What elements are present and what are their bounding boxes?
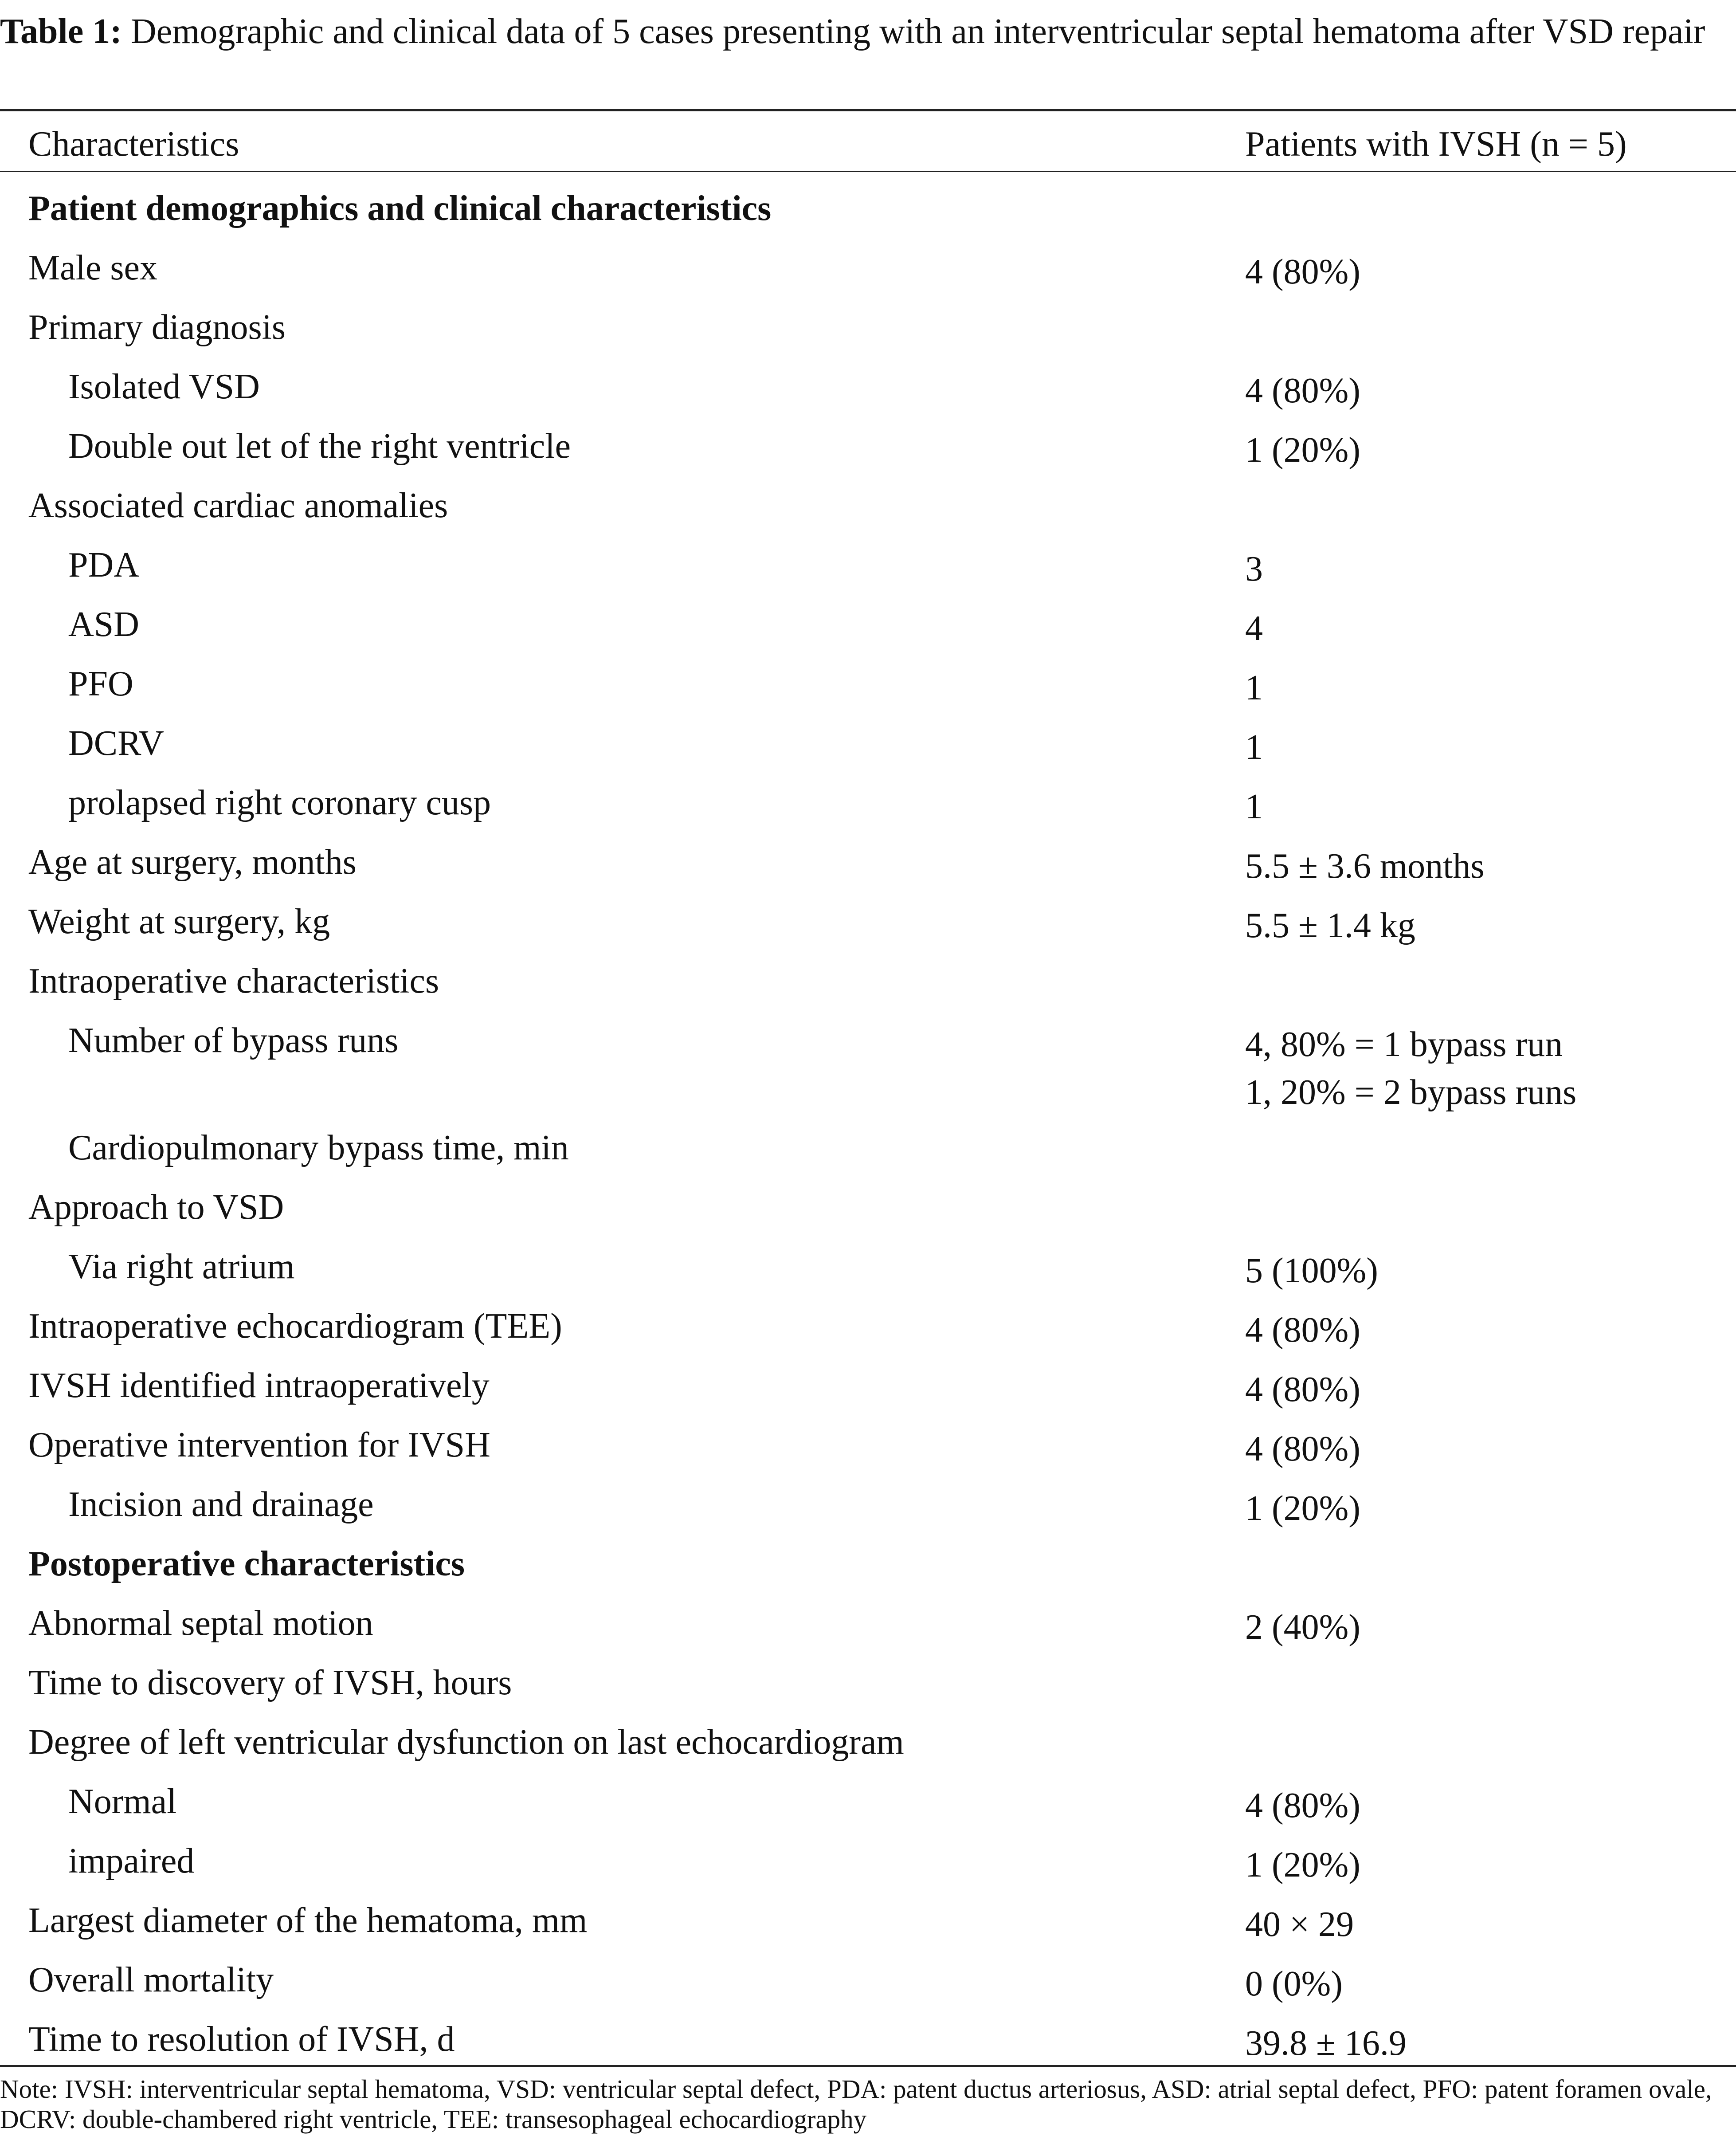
table-row xyxy=(0,1593,1736,1652)
row-label: Primary diagnosis xyxy=(28,308,286,347)
section-row xyxy=(0,178,1736,237)
row-label: Intraoperative echocardiogram (TEE) xyxy=(28,1307,562,1346)
row-value: 1 (20%) xyxy=(1245,1845,1360,1885)
table-row xyxy=(0,1010,1736,1117)
table-row xyxy=(0,1414,1736,1474)
row-value: 40 × 29 xyxy=(1245,1905,1354,1944)
row-value: 1 xyxy=(1245,728,1263,767)
table-row xyxy=(0,713,1736,772)
row-label: Abnormal septal motion xyxy=(28,1604,373,1643)
row-label: Double out let of the right ventricle xyxy=(68,427,571,466)
table-note: Note: IVSH: interventricular septal hematoma, VSD: ventricular septal defect, PDA: patent ductus arteriosus, ASD: atrial septal defect, PFO: patent foramen ovale, DCRV: double-chambered right ventricle, TEE: transesophageal echocardiography xyxy=(0,2074,1712,2134)
caption-label: Table 1: xyxy=(0,12,122,51)
row-label: Age at surgery, months xyxy=(28,843,357,882)
caption-text: Demographic and clinical data of 5 cases presenting with an interventricular septal hematoma after VSD repair xyxy=(121,12,1705,51)
row-label: Largest diameter of the hematoma, mm xyxy=(28,1901,588,1940)
row-value: 5.5 ± 1.4 kg xyxy=(1245,906,1415,945)
row-label: Number of bypass runs xyxy=(68,1021,399,1060)
row-value: 0 (0%) xyxy=(1245,1964,1343,2003)
row-value: 4 (80%) xyxy=(1245,1429,1360,1468)
row-value: 4, 80% = 1 bypass run 1, 20% = 2 bypass runs xyxy=(1245,1025,1577,1112)
table-row xyxy=(0,1474,1736,1533)
row-value: 4 (80%) xyxy=(1245,1370,1360,1409)
row-value: 39.8 ± 16.9 xyxy=(1245,2024,1407,2063)
row-value: 4 (80%) xyxy=(1245,252,1360,291)
row-label: Weight at surgery, kg xyxy=(28,902,330,941)
row-label: PDA xyxy=(68,546,140,585)
row-label: Time to resolution of IVSH, d xyxy=(28,2020,455,2059)
table-row xyxy=(0,475,1736,534)
row-label: prolapsed right coronary cusp xyxy=(68,783,491,822)
table-row xyxy=(0,1890,1736,1949)
table-row xyxy=(0,832,1736,891)
row-label: Normal xyxy=(68,1782,177,1821)
row-value: 4 (80%) xyxy=(1245,1786,1360,1825)
row-label: Intraoperative characteristics xyxy=(28,962,439,1001)
header-patients: Patients with IVSH (n = 5) xyxy=(1245,125,1627,164)
row-label: impaired xyxy=(68,1842,195,1881)
row-label: PFO xyxy=(68,664,133,703)
table-row xyxy=(0,1355,1736,1414)
table-row xyxy=(0,772,1736,832)
row-value: 5 (100%) xyxy=(1245,1251,1378,1290)
row-value: 2 (40%) xyxy=(1245,1608,1360,1647)
bottom-rule xyxy=(0,2065,1736,2067)
table-row xyxy=(0,653,1736,713)
row-value: 1 (20%) xyxy=(1245,431,1360,470)
table-row xyxy=(0,1949,1736,2009)
table-row xyxy=(0,416,1736,475)
table-row xyxy=(0,1771,1736,1830)
row-value: 1 (20%) xyxy=(1245,1489,1360,1528)
table-row xyxy=(0,534,1736,594)
row-label: Postoperative characteristics xyxy=(28,1544,465,1583)
row-label: IVSH identified intraoperatively xyxy=(28,1366,490,1405)
row-label: Isolated VSD xyxy=(68,367,260,406)
table-row xyxy=(0,356,1736,416)
header-rule xyxy=(0,171,1736,172)
table-row xyxy=(0,1830,1736,1890)
row-label: Male sex xyxy=(28,248,158,287)
section-row xyxy=(0,1533,1736,1593)
table-row xyxy=(0,1296,1736,1355)
row-label: Via right atrium xyxy=(68,1247,295,1286)
row-label: DCRV xyxy=(68,724,164,763)
table-row xyxy=(0,297,1736,356)
table-row xyxy=(0,1177,1736,1236)
table-row xyxy=(0,237,1736,297)
row-label: ASD xyxy=(68,605,140,644)
row-label: Operative intervention for IVSH xyxy=(28,1425,490,1465)
table-body xyxy=(0,178,1736,2068)
table-row xyxy=(0,594,1736,653)
row-value: 1 xyxy=(1245,668,1263,707)
table-row xyxy=(0,950,1736,1010)
table-row xyxy=(0,891,1736,950)
table-row xyxy=(0,1712,1736,1771)
row-value: 1 xyxy=(1245,787,1263,826)
row-label: Time to discovery of IVSH, hours xyxy=(28,1663,512,1702)
table-caption xyxy=(0,2,1736,61)
row-value: 4 xyxy=(1245,609,1263,648)
table-row xyxy=(0,1117,1736,1177)
row-label: Overall mortality xyxy=(28,1960,274,1999)
row-value: 4 (80%) xyxy=(1245,1311,1360,1350)
table-row xyxy=(0,1236,1736,1296)
row-label: Degree of left ventricular dysfunction on last echocardiogram xyxy=(28,1723,904,1762)
table-row xyxy=(0,1652,1736,1712)
table-header xyxy=(0,111,1736,170)
row-label: Patient demographics and clinical characteristics xyxy=(28,189,772,228)
row-label: Incision and drainage xyxy=(68,1485,374,1524)
row-value: 4 (80%) xyxy=(1245,371,1360,410)
row-label: Cardiopulmonary bypass time, min xyxy=(68,1128,569,1167)
row-label: Approach to VSD xyxy=(28,1188,284,1227)
row-value: 5.5 ± 3.6 months xyxy=(1245,847,1485,886)
header-characteristics: Characteristics xyxy=(28,125,239,164)
row-value: 3 xyxy=(1245,550,1263,589)
table-row xyxy=(0,2009,1736,2068)
row-label: Associated cardiac anomalies xyxy=(28,486,448,525)
